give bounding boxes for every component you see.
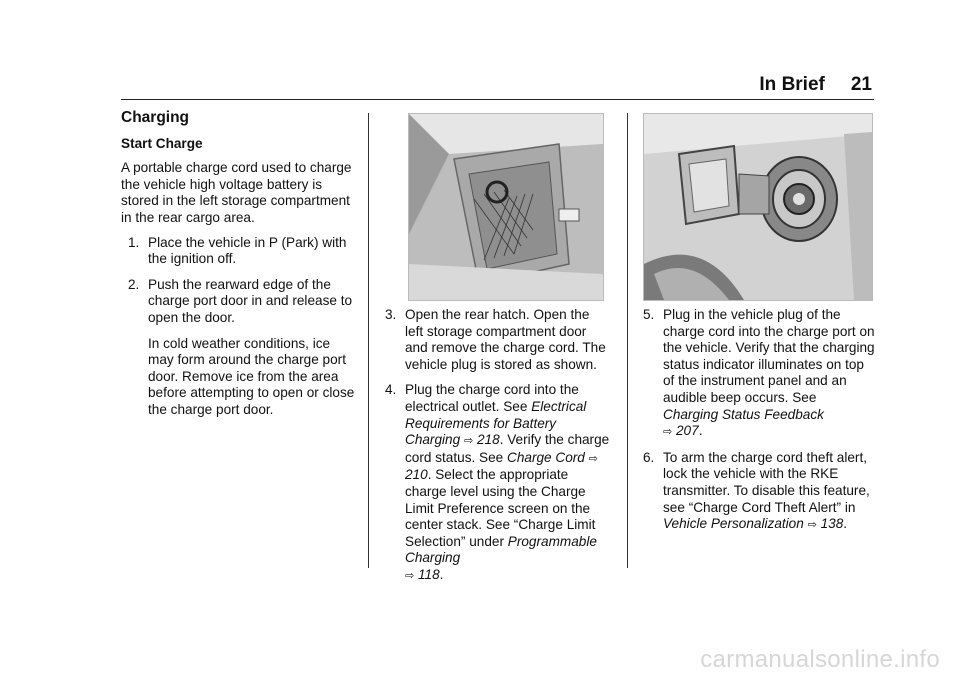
watermark: carmanualsonline.info xyxy=(700,646,940,673)
header-page-number: 21 xyxy=(850,74,872,95)
step-2 xyxy=(128,277,357,419)
step-text: Plug in the vehicle plug of the charge cord into the charge port on the vehicle. Verify that the charging status indicator illuminates on top of the instrument panel and an audible beep occurs. See xyxy=(663,307,875,405)
page-ref-icon: ⇨ xyxy=(807,519,817,532)
step-2-note: In cold weather conditions, ice may form around the charge port door. Remove ice from the area before attempting to open or close the charge port door. xyxy=(148,335,355,417)
cargo-storage-illustration xyxy=(408,113,604,301)
page-reference[interactable]: 210 xyxy=(405,467,428,483)
step-1 xyxy=(128,235,357,268)
page-ref-icon: ⇨ xyxy=(463,435,474,448)
page-reference[interactable]: 138 xyxy=(820,516,844,532)
steps-list xyxy=(643,307,875,534)
cross-reference-link[interactable]: Vehicle Personalization xyxy=(663,516,804,532)
step-number: 3. xyxy=(385,307,397,322)
step-text: . xyxy=(698,423,703,439)
steps-list xyxy=(385,307,610,585)
step-text: . xyxy=(843,516,848,532)
cross-reference-link[interactable]: Charge Cord xyxy=(507,449,585,465)
column-1 xyxy=(121,110,357,428)
page-reference[interactable]: 218 xyxy=(476,432,500,448)
column-2 xyxy=(385,307,610,594)
step-text: Push the rearward edge of the charge port door in and release to open the door. xyxy=(148,276,353,325)
cross-reference-link[interactable]: Programmable Charging xyxy=(405,533,597,566)
cross-reference-link[interactable]: Charging Status Feedback xyxy=(663,406,824,422)
step-5 xyxy=(643,307,875,441)
section-title: Charging xyxy=(121,109,190,126)
step-text: . Verify the charge cord status. See xyxy=(405,432,610,465)
page-ref-icon: ⇨ xyxy=(663,426,673,439)
step-number: 5. xyxy=(643,307,655,322)
column-3 xyxy=(643,307,875,543)
header-section: In Brief xyxy=(759,74,825,95)
steps-list xyxy=(121,235,357,419)
subsection-title: Start Charge xyxy=(121,135,203,151)
step-text: . xyxy=(439,566,444,582)
step-text: Open the rear hatch. Open the left storage compartment door and remove the charge cord. The vehicle plug is stored as shown. xyxy=(405,307,606,372)
step-6 xyxy=(643,450,875,534)
step-number: 4. xyxy=(385,382,397,398)
page-ref-icon: ⇨ xyxy=(405,569,415,582)
intro-paragraph: A portable charge cord used to charge the vehicle high voltage battery is stored in the left storage compartment in the rear cargo area. xyxy=(121,160,352,225)
step-text: . Select the appropriate charge level using the Charge Limit Preference screen on the center stack. See “Charge Limit Selection” under xyxy=(405,467,596,549)
header-rule xyxy=(121,99,874,100)
page-ref-icon: ⇨ xyxy=(588,452,598,465)
cross-reference-link[interactable]: Electrical Requirements for Battery Charging xyxy=(405,398,587,448)
column-divider-left xyxy=(368,113,369,568)
step-3 xyxy=(385,307,610,373)
step-number: 6. xyxy=(643,449,655,465)
column-divider-right xyxy=(627,113,628,568)
charge-port-illustration xyxy=(643,113,873,301)
step-text: Plug the charge cord into the electrical outlet. See xyxy=(405,382,579,414)
step-text: To arm the charge cord theft alert, lock the vehicle with the RKE transmitter. To disable this feature, see “Charge Cord Theft Alert” in xyxy=(663,449,870,515)
step-number: 1. xyxy=(128,234,140,250)
page-header xyxy=(759,74,872,96)
step-number: 2. xyxy=(128,276,140,292)
page-reference[interactable]: 118 xyxy=(418,566,440,582)
page-reference[interactable]: 207 xyxy=(676,423,699,439)
step-4 xyxy=(385,382,610,584)
step-text: Place the vehicle in P (Park) with the ignition off. xyxy=(148,234,347,267)
